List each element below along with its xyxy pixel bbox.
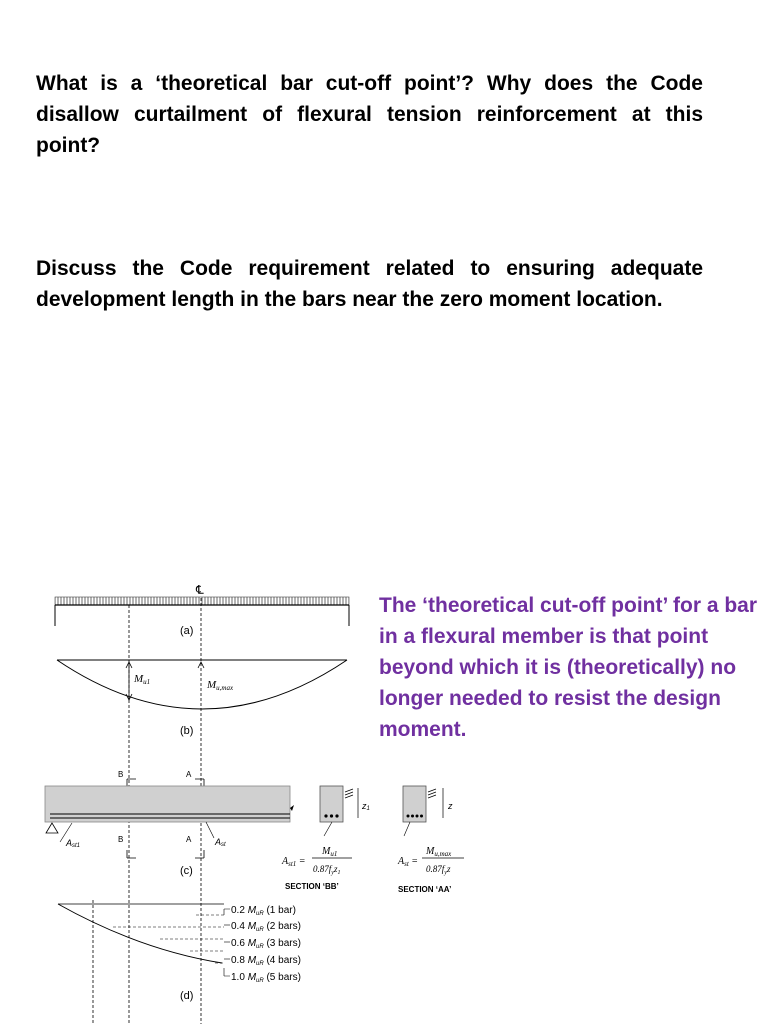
svg-text:B: B (118, 770, 124, 779)
svg-text:z: z (448, 801, 453, 811)
resisting-moment-level-label: 0.6 $M_{uR}$ (3 bars) (231, 938, 301, 950)
svg-text:Ast1: Ast1 (66, 838, 81, 849)
loaded-beam (55, 583, 349, 637)
svg-text:B: B (118, 835, 124, 844)
resisting-moment-level-label: 0.8 $M_{uR}$ (4 bars) (231, 955, 301, 967)
svg-text:Ast1 =: $A_{st1}$ = (282, 856, 306, 868)
centerline-symbol: ℄ (196, 583, 204, 597)
resisting-moment-level-label: 1.0 $M_{uR}$ (5 bars) (231, 972, 301, 984)
bar-curtailment-figure (0, 578, 520, 1024)
svg-text:Ast: Ast (215, 837, 226, 848)
question-1: What is a ‘theoretical bar cut-off point’? Why does the Code disallow curtailment of flexural tension reinforcement at this point? (36, 72, 703, 157)
section-aa-label: SECTION ‘AA’ (398, 885, 452, 894)
section-bb (281, 786, 370, 891)
question-2: Discuss the Code requirement related to ensuring adequate development length in the bars near the zero moment location. (36, 257, 703, 311)
moment-diagram (57, 660, 347, 737)
section-aa (397, 786, 464, 894)
resisting-moment-diagram (58, 900, 301, 1024)
svg-text:Ast =: $A_{st}$ = (398, 856, 419, 868)
svg-text:z1: z1 (362, 801, 370, 812)
resisting-moment-level-label: 0.4 $M_{uR}$ (2 bars) (231, 921, 301, 933)
svg-text:Mu,max: Mu,max (207, 679, 234, 692)
beam-elevation (45, 770, 294, 877)
section-bb-label: SECTION ‘BB’ (285, 882, 339, 891)
svg-text:A: A (186, 835, 192, 844)
label-d: (d) (180, 990, 194, 1002)
label-b: (b) (180, 725, 194, 737)
svg-text:Mu1: $M_{u1}$ (322, 846, 338, 858)
svg-text:Mu,max: $M_{u,max}$ (426, 846, 452, 858)
resisting-moment-level-label: 0.2 $M_{uR}$ (1 bar) (231, 905, 296, 917)
label-a: (a) (180, 625, 194, 637)
svg-text:0.87fyz: $0.87f_yz$ (426, 864, 451, 876)
svg-text:A: A (186, 770, 192, 779)
answer-text: The ‘theoretical cut-off point’ for a bar in a flexural member is that point beyond which it is (theoretically) no longer needed to resist the design moment. (379, 594, 758, 741)
label-c: (c) (180, 865, 193, 877)
svg-text:0.87fyz1: $0.87f_yz_1$ (313, 864, 341, 876)
svg-text:Mu1: Mu1 (134, 673, 151, 686)
